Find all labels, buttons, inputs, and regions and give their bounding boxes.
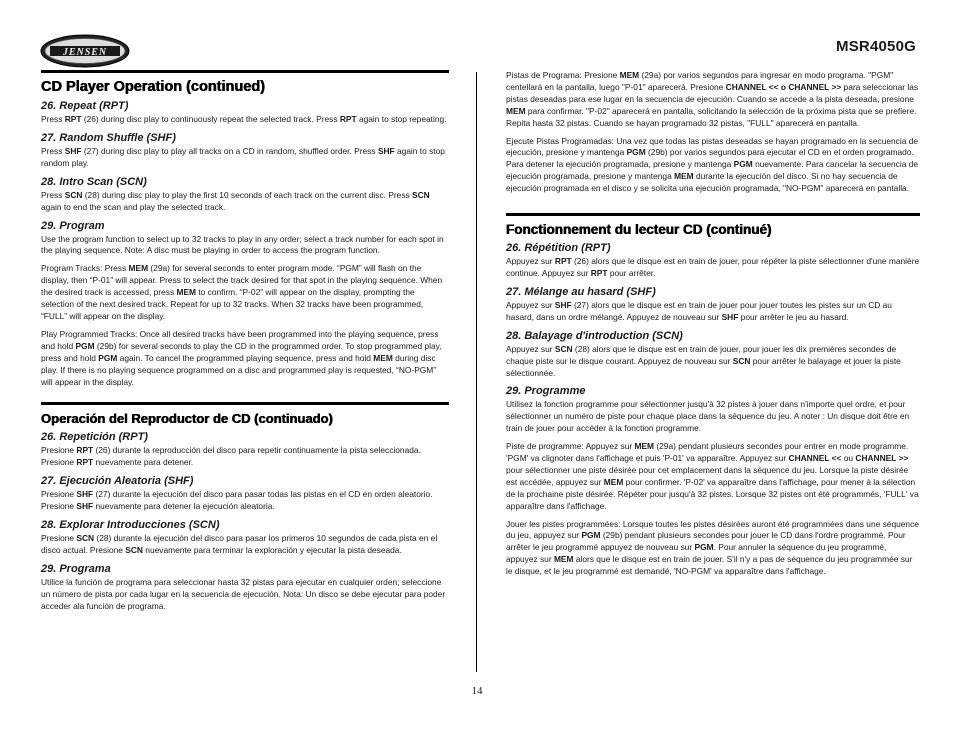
- text-run: during disc play. If there is no playing sequence programmed on a disc and programmed play is requested, “NO-PGM” will appear in the display.: [41, 352, 437, 387]
- text-run: (29b) for several seconds to play the CD in the programmed order. To stop programmed play, press and hold: [41, 340, 442, 363]
- text-run: . Pour annuler la séquence du jeu programmé, appuyez sur: [506, 542, 887, 565]
- para-program-tracks: [41, 263, 449, 323]
- text-run: again to stop repeating.: [356, 114, 447, 124]
- text-run: pour sélectionner une piste désirée pour cet emplacement dans la séquence du jeu. Lorsque la piste désirée est accédée, appuyez sur: [506, 464, 909, 487]
- text-run: pour arrêter le jeu au hasard.: [738, 311, 849, 322]
- heading-melange: 27. Mélange au hasard (SHF): [506, 285, 656, 298]
- button-name: PGM: [626, 147, 646, 158]
- text-run: nuevamente para detener la ejecución aleatoria.: [93, 501, 275, 512]
- button-name: CHANNEL << o CHANNEL >>: [725, 81, 842, 92]
- text-run: (29b) por varios segundos para ejecutar el CD en el orden programado. Para detener la ejecución programada, presione y mantenga: [506, 147, 914, 170]
- button-name: MEM: [674, 171, 694, 182]
- logo-text: JENSEN: [62, 47, 108, 58]
- button-name: SHF: [76, 489, 94, 500]
- para-piste-programme: [506, 441, 920, 512]
- button-name: MEM: [176, 287, 197, 298]
- button-name: SCN: [554, 343, 573, 354]
- heading-intro-scan: 28. Intro Scan (SCN): [41, 175, 147, 188]
- para-shuffle: [41, 146, 449, 170]
- section-title-es: Operación del Reproductor de CD (continuado): [41, 402, 449, 426]
- text-run: again to end the scan and play the selected track.: [41, 201, 226, 212]
- button-name: SCN: [732, 355, 751, 366]
- jensen-logo: [40, 34, 130, 68]
- text-run: para confirmar. "P-02" aparecerá en pantalla, solicitando la selección de la próxima pista que se prefiere. Repita hasta 32 pistas. Cuando se hayan programado 32 pistas, "FULL" aparecerá en pantalla.: [506, 105, 917, 128]
- heading-ejecucion-aleatoria: 27. Ejecución Aleatoria (SHF): [41, 475, 194, 488]
- text-run: Program Tracks: Press: [41, 263, 129, 274]
- button-name: SHF: [377, 145, 395, 156]
- button-name: SHF: [76, 501, 94, 512]
- text-run: (27) alors que le disque est en train de jouer pour jouer toutes les pistes sur un CD au hasard, dans un ordre mélangé. Appuyez de nouveau sur: [506, 299, 892, 322]
- text-run: nuevamente para detener.: [93, 457, 194, 468]
- para-repeticion: [41, 445, 449, 469]
- button-name: MEM: [506, 105, 526, 116]
- text-run: Play Programmed Tracks: Once all desired tracks have been programmed into the playing sequence, press and hold: [41, 328, 439, 351]
- text-run: Presione: [41, 445, 77, 456]
- text-run: pour arrêter le balayage et jouer la piste sélectionnée.: [506, 355, 901, 378]
- heading-balayage: 28. Balayage d'introduction (SCN): [506, 329, 683, 342]
- text-run: (28) durante la ejecución del disco para pasar los primeros 10 segundos de cada pista en el disco actual. Presione: [41, 533, 438, 555]
- button-name: RPT: [590, 267, 608, 278]
- button-name: MEM: [128, 263, 149, 274]
- text-run: Piste de programme: Appuyez sur: [506, 441, 635, 452]
- para-explorar: [41, 533, 449, 557]
- button-name: RPT: [554, 256, 572, 267]
- text-run: (26) during disc play to continuously repeat the selected track. Press: [81, 114, 340, 124]
- button-name: PGM: [694, 542, 714, 553]
- para-programa: Utilice la función de programa para seleccionar hasta 32 pistas para ejecutar en cualquier orden; seleccione un número de pista por cada lugar en la secuencia de ejecución. Nota: Un disco se debe ejecutar para poder acceder ala función de programa.: [41, 576, 446, 611]
- button-name: MEM: [553, 554, 574, 565]
- para-play-programmed: [41, 329, 449, 389]
- button-name: PGM: [75, 340, 95, 351]
- para-melange: [506, 300, 920, 324]
- para-repetition: [506, 256, 920, 280]
- text-run: (28) during disc play to play the first 10 seconds of each track on the current disc. Press: [82, 189, 413, 200]
- text-run: alors que le disque est en train de jouer. S'il n'y a pas de séquence du jeu programmée sur le disque, et le jeu programmé est demandé, 'NO-PGM' va apparaître dans l'affichage.: [506, 554, 913, 577]
- column-divider: [476, 72, 477, 672]
- text-run: Pistas de Programa: Presione: [506, 70, 620, 80]
- text-run: (27) durante la ejecución del disco para pasar todas las pistas en el CD en orden aleatorio. Presione: [41, 489, 433, 512]
- button-name: PGM: [733, 159, 753, 170]
- text-run: (29b) pendant plusieurs secondes pour jouer le CD dans l'ordre programmé. Pour arrêter le jeu programmé appuyez de nouveau sur: [506, 530, 906, 553]
- text-run: para seleccionar las pistas deseadas para ese lugar en la secuencia de ejecución. Cuando se accede a la pista deseada, presione: [506, 81, 919, 104]
- text-run: pour arrêter.: [607, 267, 656, 278]
- button-name: MEM: [634, 441, 655, 452]
- heading-explorar: 28. Explorar Introducciones (SCN): [41, 519, 220, 532]
- para-ejecute-pistas: [506, 136, 920, 196]
- heading-program: 29. Program: [41, 219, 105, 232]
- heading-programa: 29. Programa: [41, 562, 111, 575]
- button-name: CHANNEL >>: [855, 453, 909, 464]
- para-repeat: [41, 114, 449, 126]
- text-run: durante la ejecución del disco. Si no hay secuencia de ejecución programada en el disco y se solicita una ejecución programada, "NO-PGM" aparecerá en pantalla.: [506, 171, 910, 194]
- button-name: MEM: [373, 352, 393, 363]
- text-run: nuevamente para terminar la exploración y ejecutar la pista deseada.: [142, 544, 402, 555]
- heading-repeat: 26. Repeat (RPT): [41, 100, 129, 112]
- left-column: [41, 70, 449, 613]
- para-jouer-pistes: [506, 519, 920, 579]
- para-pistas-programa: [506, 70, 920, 130]
- text-run: (28) alors que le disque est en train de jouer, pour jouer les dix premières secondes de chaque piste sur le disque courant. Appuyez de nouveau sur: [506, 343, 897, 366]
- button-name: RPT: [76, 445, 94, 456]
- text-run: (26) durante la reproducción del disco para repetir continuamente la pista seleccionada. Presione: [41, 445, 421, 468]
- para-balayage: [506, 344, 920, 380]
- heading-repetition: 26. Répétition (RPT): [506, 242, 611, 255]
- button-name: CHANNEL <<: [788, 453, 842, 464]
- button-name: PGM: [98, 352, 118, 363]
- button-name: SCN: [76, 533, 95, 544]
- button-name: SHF: [64, 145, 82, 156]
- para-program-intro: Use the program function to select up to 32 tracks to play in any order; select a track number for each spot in the playing sequence. Note: A disc must be playing in order to access the program function.: [41, 233, 444, 256]
- para-ejecucion-aleatoria: [41, 489, 449, 513]
- text-run: Press: [41, 114, 65, 124]
- text-run: (27) during disc play to play all tracks on a CD in random, shuffled order. Press: [81, 145, 378, 156]
- button-name: SCN: [125, 544, 143, 555]
- section-title-fr: Fonctionnement du lecteur CD (continué): [506, 213, 920, 237]
- text-run: to confirm. “P-02” will appear on the display, prompting the selection of the next desired track. Repeat for up to 32 tracks. When 32 tracks have been programmed, “FULL” will appear on the display.: [41, 287, 424, 321]
- button-name: SHF: [554, 299, 572, 310]
- heading-repeticion: 26. Repetición (RPT): [41, 431, 148, 444]
- text-run: Appuyez sur: [506, 299, 555, 310]
- text-run: again. To cancel the programmed playing sequence, press and hold: [117, 352, 374, 363]
- button-name: MEM: [619, 70, 640, 80]
- text-run: nuevamente. Para cancelar la secuencia de ejecución programada, presione y mantenga: [506, 159, 919, 182]
- button-name: MEM: [603, 476, 624, 487]
- text-run: Presione: [41, 489, 77, 500]
- model-number: MSR4050G: [836, 38, 916, 55]
- text-run: Presione: [41, 533, 77, 544]
- heading-shuffle: 27. Random Shuffle (SHF): [41, 131, 176, 144]
- right-column: [506, 70, 920, 578]
- heading-programme: 29. Programme: [506, 385, 586, 398]
- text-run: ou: [841, 453, 856, 464]
- page-number: 14: [471, 685, 483, 697]
- text-run: Appuyez sur: [506, 256, 555, 267]
- button-name: RPT: [339, 114, 357, 124]
- para-programme-intro: Utilisez la fonction programme pour sélectionner jusqu'à 32 pistes à jouer dans n'importe quel ordre, et pour sélectionner un numéro de piste pour chaque place dans la séquence du jeu. A noter : Un disque doit être en train de jouer pour accéder à la fonction programme.: [506, 399, 910, 434]
- button-name: SCN: [412, 189, 430, 200]
- button-name: RPT: [64, 114, 82, 124]
- text-run: (29a) por varios segundos para ingresar en modo programa. "PGM" centellará en la pantalla, luego "P-01" aparecerá. Presione: [506, 70, 894, 92]
- para-intro-scan: [41, 190, 449, 214]
- text-run: (29a) for several seconds to enter program mode. “PGM” will flash on the display, then “P-01” will appear. Press to select the track desired for that spot in the playing sequence. When the desired track is accessed, press: [41, 263, 443, 298]
- button-name: SHF: [721, 311, 739, 322]
- text-run: again to stop random play.: [41, 145, 445, 168]
- button-name: SCN: [64, 189, 83, 200]
- button-name: RPT: [76, 457, 94, 468]
- text-run: Press: [41, 189, 65, 200]
- text-run: Appuyez sur: [506, 343, 555, 354]
- text-run: (26) alors que le disque est en train de jouer, pour répéter la piste sélectionner d'une manière continue. Appuyez sur: [506, 256, 920, 278]
- text-run: Ejecute Pistas Programadas: Una vez que todas las pistas deseadas se hayan programado en la secuencia de ejecución, presione y mantenga: [506, 135, 919, 158]
- text-run: Jouer les pistes programmées: Lorsque toutes les pistes désirées auront été programmées dans une séquence du jeu, appuyez sur: [506, 518, 919, 541]
- button-name: PGM: [581, 530, 601, 541]
- text-run: pour confirmer. 'P-02' va apparaître dans l'affichage, pour mener à la sélection de la prochaine piste désirée. Répéter pour jusqu'à 32 pistes. Lorsque 32 pistes ont été programmés, 'FULL' va apparaître dans l'affichage.: [506, 476, 919, 511]
- section-title-en: CD Player Operation (continued): [41, 70, 449, 95]
- text-run: Press: [41, 145, 65, 156]
- text-run: (29a) pendant plusieurs secondes pour entrer en mode programme. 'PGM' va clignoter dans l'affichage et puis 'P-01' va apparaître. Appuyez sur: [506, 441, 909, 464]
